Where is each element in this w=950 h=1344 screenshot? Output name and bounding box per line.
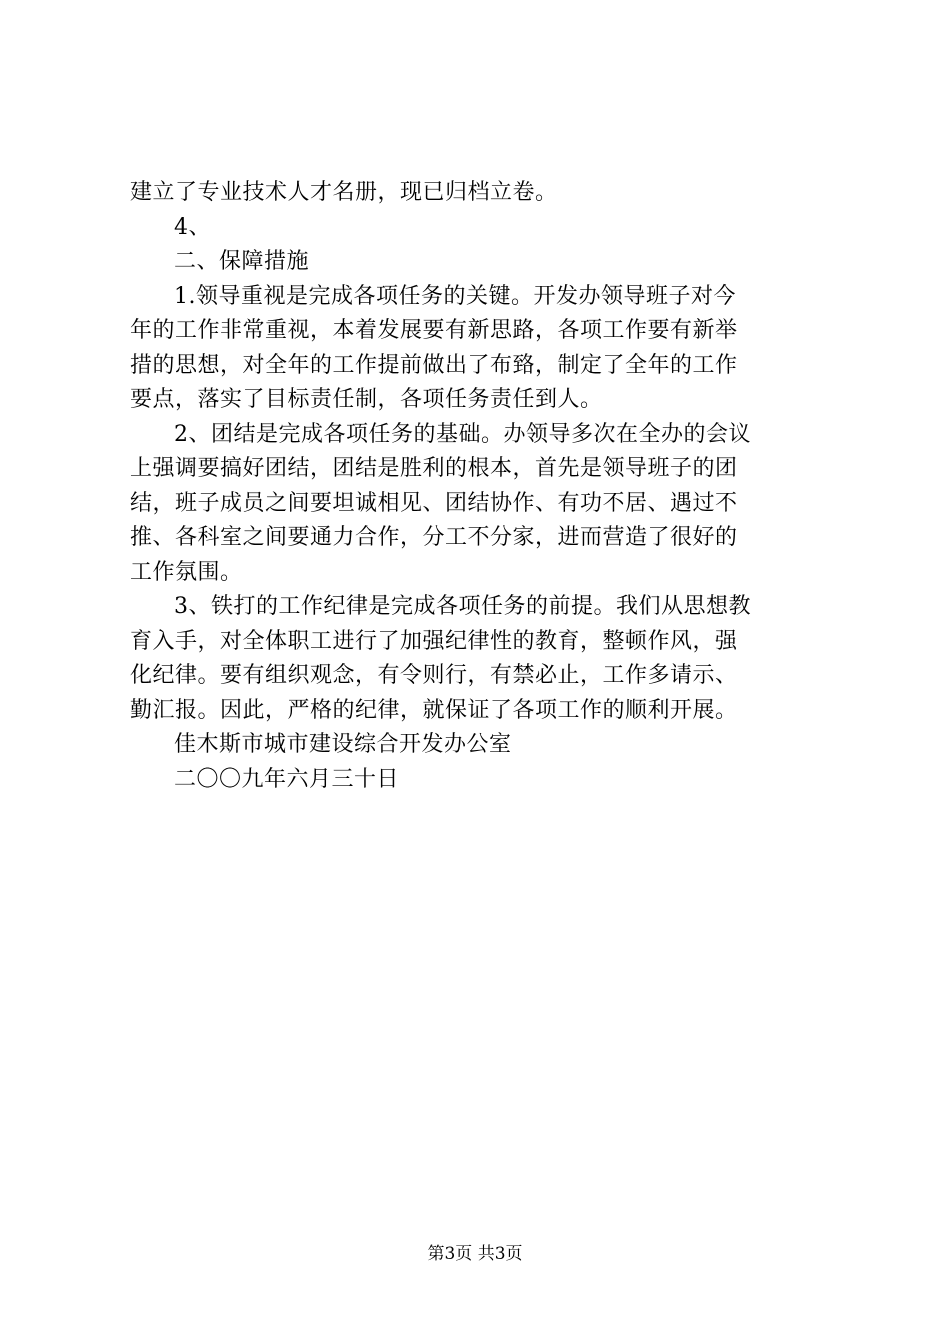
page-indicator: 第3页 共3页 [427,1244,523,1264]
text-line: 上强调要搞好团结，团结是胜利的根本，首先是领导班子的团 [130,456,738,481]
text-line: 年的工作非常重视，本着发展要有新思路，各项工作要有新举 [130,318,738,343]
text-line: 4、 [174,214,211,240]
section-heading: 二、保障措施 [174,249,310,274]
text-line: 勤汇报。因此，严格的纪律，就保证了各项工作的顺利开展。 [130,697,738,723]
document-body [130,176,830,797]
text-line: 结，班子成员之间要坦诚相见、团结协作、有功不居、遇过不 [130,490,738,516]
text-line: 育入手，对全体职工进行了加强纪律性的教育，整顿作风，强 [130,628,738,654]
text-line: 建立了专业技术人才名册，现已归档立卷。 [130,180,558,205]
text-line: 1.领导重视是完成各项任务的关键。开发办领导班子对今 [174,283,736,309]
text-line: 3、铁打的工作纪律是完成各项任务的前提。我们从思想教 [174,594,751,619]
text-line: 化纪律。要有组织观念，有令则行，有禁必止，工作多请示、 [130,663,738,688]
text-line: 推、各科室之间要通力合作，分工不分家，进而营造了很好的 [130,525,738,550]
page-footer [0,1243,950,1265]
text-line: 工作氛围。 [130,559,243,585]
organization-signature: 佳木斯市城市建设综合开发办公室 [174,732,512,757]
text-line: 要点，落实了目标责任制，各项任务责任到人。 [130,387,603,412]
text-line: 2、团结是完成各项任务的基础。办领导多次在全办的会议 [174,421,751,447]
text-line: 措的思想，对全年的工作提前做出了布臵，制定了全年的工作 [130,352,738,378]
document-date: 二〇〇九年六月三十日 [174,766,400,792]
